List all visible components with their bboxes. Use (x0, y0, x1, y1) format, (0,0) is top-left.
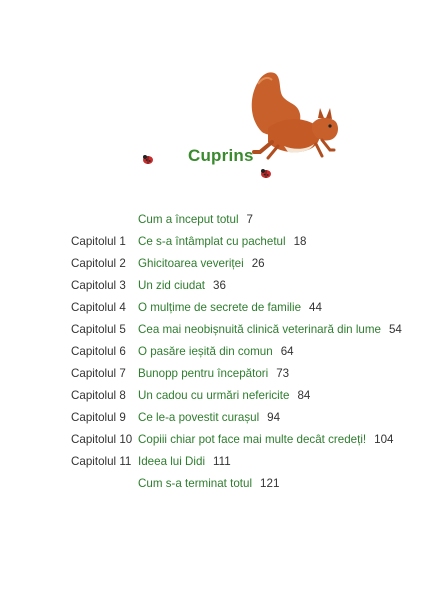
chapter-label: Capitolul 7 (71, 367, 126, 380)
chapter-label: Capitolul 1 (71, 235, 126, 248)
page-number: 36 (213, 279, 226, 292)
chapter-label: Capitolul 11 (71, 455, 132, 468)
illustration (0, 0, 431, 200)
page-number: 44 (309, 301, 322, 314)
toc-row[interactable] (0, 386, 431, 406)
chapter-label: Capitolul 4 (71, 301, 126, 314)
toc-row[interactable] (0, 342, 431, 362)
toc-row[interactable] (0, 474, 431, 494)
toc-row[interactable] (0, 276, 431, 296)
chapter-title[interactable]: Bunopp pentru începători (138, 367, 269, 380)
chapter-label: Capitolul 8 (71, 389, 126, 402)
chapter-title[interactable]: Ce le-a povestit curașul (138, 411, 260, 424)
chapter-title[interactable]: Ghicitoarea veveriței (138, 257, 244, 270)
chapter-label: Capitolul 2 (71, 257, 126, 270)
chapter-label: Capitolul 3 (71, 279, 126, 292)
page-number: 64 (280, 345, 294, 358)
toc-row[interactable] (0, 232, 431, 252)
chapter-label: Capitolul 6 (71, 345, 126, 358)
toc-row[interactable] (0, 320, 431, 340)
page-number: 7 (246, 213, 253, 226)
toc-row[interactable] (0, 364, 431, 384)
ladybug-icon (143, 155, 153, 164)
chapter-title[interactable]: Cum s-a terminat totul (138, 477, 253, 490)
chapter-title[interactable]: Copiii chiar pot face mai multe decât credeți! (138, 433, 367, 446)
page-number: 121 (260, 477, 280, 490)
page-number: 84 (297, 389, 311, 402)
chapter-title[interactable]: O mulțime de secrete de familie (138, 301, 302, 314)
ladybug-icon (261, 169, 271, 178)
toc-row[interactable] (0, 430, 431, 450)
chapter-title[interactable]: Cea mai neobișnuită clinică veterinară din lume (138, 323, 381, 336)
chapter-label: Capitolul 5 (71, 323, 126, 336)
chapter-title[interactable]: O pasăre ieșită din comun (138, 345, 273, 358)
page-number: 18 (293, 235, 307, 248)
chapter-title[interactable]: Ideea lui Didi (138, 455, 206, 468)
chapter-title[interactable]: Ce s-a întâmplat cu pachetul (138, 235, 286, 248)
page-number: 73 (276, 367, 290, 380)
chapter-title[interactable]: Un cadou cu urmări nefericite (138, 389, 290, 402)
page-number: 104 (374, 433, 394, 446)
page-title: Cuprins (188, 146, 254, 165)
toc-row[interactable] (0, 408, 431, 428)
page-number: 94 (267, 411, 281, 424)
chapter-title[interactable]: Cum a început totul (138, 213, 239, 226)
toc-row[interactable] (0, 452, 431, 472)
page-number: 54 (388, 323, 402, 336)
chapter-label: Capitolul 9 (71, 411, 126, 424)
chapter-label: Capitolul 10 (71, 433, 133, 446)
toc-row[interactable] (0, 210, 431, 230)
page-number: 111 (213, 455, 231, 468)
page-number: 26 (251, 257, 265, 270)
chapter-title[interactable]: Un zid ciudat (138, 279, 206, 292)
squirrel-illustration (252, 72, 338, 158)
toc-row[interactable] (0, 254, 431, 274)
toc-row[interactable] (0, 298, 431, 318)
